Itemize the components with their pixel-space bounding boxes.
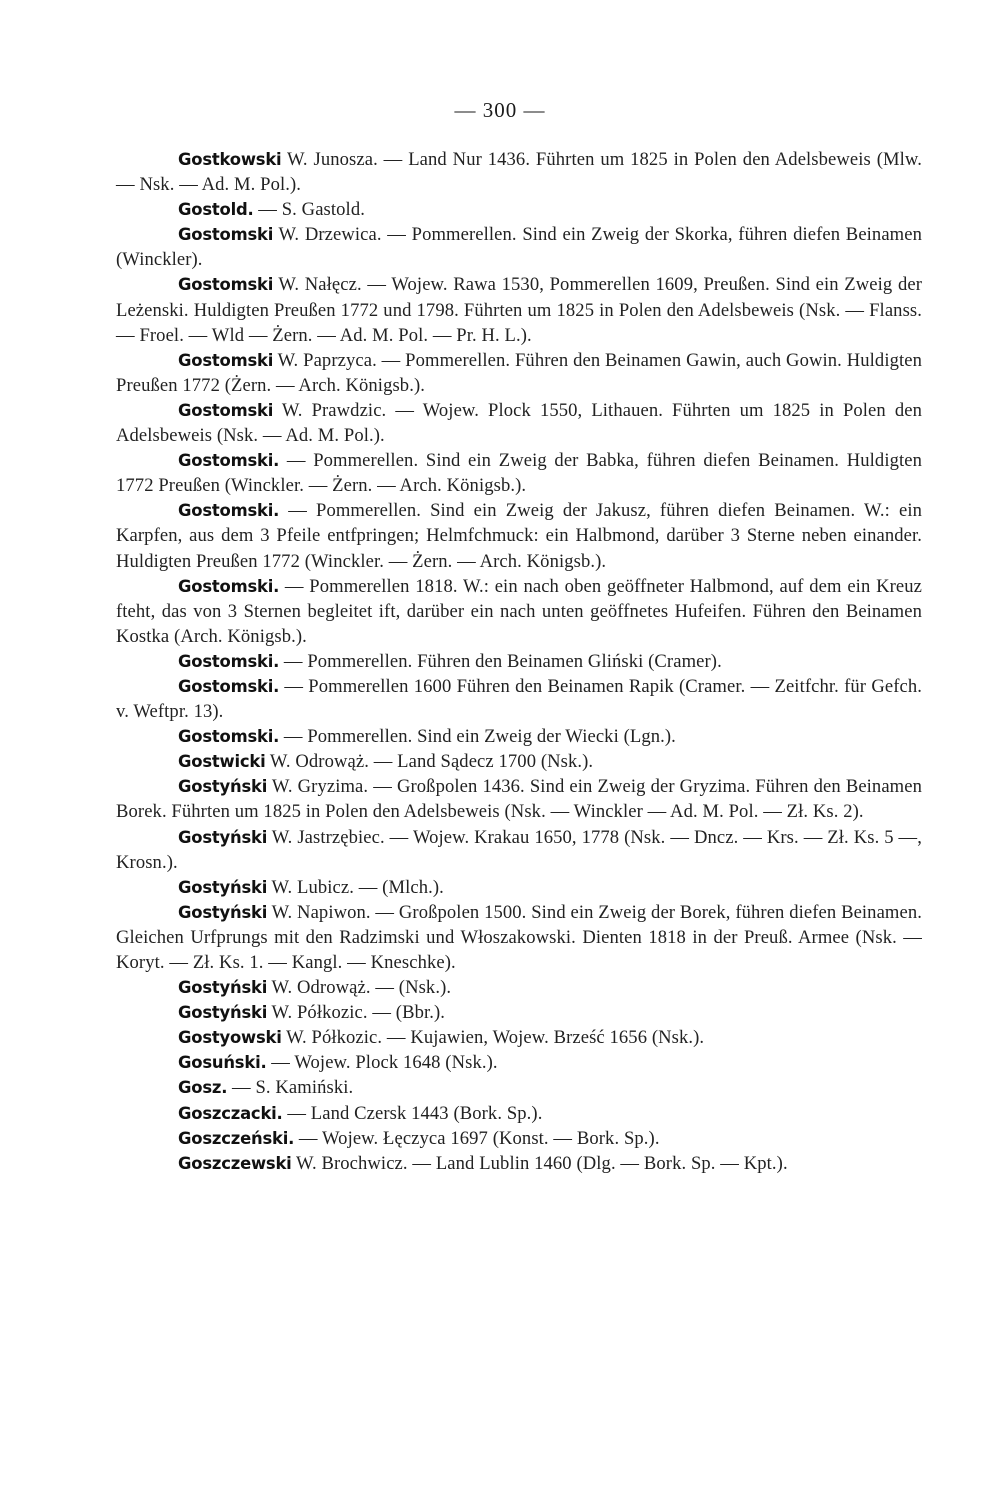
entry-text: W. Brochwicz. — Land Lublin 1460 (Dlg. — Bork. Sp. — Kpt.). [291, 1152, 788, 1174]
entry-text: W. Drzewica. — Pommerellen. Sind ein Zweig der Skorka, führen diefen Beinamen (Winckler). [116, 224, 922, 271]
entry-text: — Wojew. Łęczyca 1697 (Konst. — Bork. Sp.). [294, 1127, 660, 1149]
entry [116, 649, 922, 674]
entry-name: Gostomski [178, 350, 274, 370]
entry-text: W. Prawdzic. — Wojew. Plock 1550, Lithauen. Führten um 1825 in Polen den Adelsbeweis (Nsk. — Ad. M. Pol.). [116, 399, 922, 447]
entry-name: Gostyński [178, 978, 268, 998]
entry [116, 1025, 922, 1050]
entry-name: Goszczewski [178, 1153, 292, 1173]
entry [116, 1075, 922, 1100]
entry [116, 1151, 922, 1176]
entry-text: — Land Czersk 1443 (Bork. Sp.). [282, 1102, 543, 1124]
entry [116, 774, 922, 824]
entry [116, 1050, 922, 1075]
entry-text: W. Junosza. — Land Nur 1436. Führten um 1825 in Polen den Adelsbeweis (Mlw. — Nsk. — Ad. M. Pol.). [116, 149, 922, 196]
entry-text: W. Paprzyca. — Pommerellen. Führen den Beinamen Gawin, auch Gowin. Huldigten Preußen 1772 (Żern. — Arch. Königsb.). [116, 349, 922, 396]
entry-name: Gostomski. [178, 651, 280, 671]
entry-name: Gostomski. [178, 501, 280, 521]
entry [116, 1101, 922, 1126]
entry-text: — Pommerellen. Sind ein Zweig der Wiecki (Lgn.). [279, 726, 676, 748]
entry [116, 900, 922, 975]
entry-name: Gostyński [178, 827, 268, 847]
entry [116, 1126, 922, 1151]
entry-name: Gostomski. [178, 676, 280, 696]
entry-text: — Pommerellen. Sind ein Zweig der Babka, führen diefen Beinamen. Huldigten 1772 Preußen (Winckler. — Żern. — Arch. Königsb.). [116, 450, 922, 497]
page-number: — 300 — [454, 98, 546, 122]
entry [116, 825, 922, 875]
entry-name: Gostomski. [178, 576, 280, 596]
entry [116, 197, 922, 222]
entry-name: Gostomski [178, 400, 274, 420]
entry-name: Gostyowski [178, 1028, 282, 1048]
entry-name: Gostkowski [178, 150, 282, 169]
entry [116, 448, 922, 498]
entry-text: W. Lubicz. — (Mlch.). [267, 876, 444, 898]
entry [116, 1000, 922, 1025]
entry-text: — Pommerellen. Sind ein Zweig der Jakusz, führen diefen Beinamen. W.: ein Karpfen, aus dem 3 Pfeile entfpringen; Helmfchmuck: ein Halbmond, darüber 3 Sterne neben einander. Huldigten Preußen 1772 (Winckler. — Żern. — Arch. Königsb.). [116, 500, 922, 572]
entry [116, 147, 922, 197]
entry-text: — Pommerellen. Führen den Beinamen Gliński (Cramer). [279, 650, 722, 672]
entry [116, 398, 922, 448]
entry-text: W. Jastrzębiec. — Wojew. Krakau 1650, 1778 (Nsk. — Dncz. — Krs. — Zł. Ks. 5 —, Krosn.). [116, 826, 922, 873]
entry [116, 272, 922, 347]
entry-name: Gosz. [178, 1078, 228, 1098]
entry-text: W. Odrowąż. — (Nsk.). [267, 977, 452, 999]
entry-name: Gostomski [178, 275, 274, 295]
entry [116, 348, 922, 398]
entry-name: Gosuński. [178, 1053, 267, 1073]
entry [116, 574, 922, 649]
entry [116, 875, 922, 900]
entry-name: Gostomski. [178, 451, 280, 471]
entry-text: W. Odrowąż. — Land Sądecz 1700 (Nsk.). [265, 751, 594, 773]
entry-text: — S. Kamiński. [227, 1077, 354, 1099]
entry [116, 724, 922, 749]
entry-name: Goszczeński. [178, 1128, 295, 1148]
entry-name: Gostomski [178, 225, 274, 245]
entry-text: W. Gryzima. — Großpolen 1436. Sind ein Zweig der Gryzima. Führen den Beinamen Borek. Führten um 1825 in Polen den Adelsbeweis (Nsk. — Winckler — Ad. M. Pol. — Zł. Ks. 2). [116, 776, 922, 823]
entry [116, 975, 922, 1000]
entry-text: — Pommerellen 1600 Führen den Beinamen Rapik (Cramer. — Zeitfchr. für Gefch. v. Weftpr. 13). [116, 675, 922, 723]
entry-text: — S. Gastold. [253, 199, 365, 221]
entry-list [116, 147, 922, 1176]
entry-name: Gostyński [178, 877, 268, 897]
entry-text: W. Nałęcz. — Wojew. Rawa 1530, Pommerellen 1609, Preußen. Sind ein Zweig der Leżenski. Huldigten Preußen 1772 und 1798. Führten um 1825 in Polen den Adelsbeweis (Nsk. — Flanss. — Froel. — Wld — Żern. — Ad. M. Pol. — Pr. H. L.). [116, 274, 922, 346]
entry-name: Goszczacki. [178, 1103, 283, 1123]
entry-text: — Wojew. Plock 1648 (Nsk.). [266, 1052, 498, 1074]
entry-name: Gostyński [178, 777, 268, 797]
entry [116, 222, 922, 272]
entry-name: Gostyński [178, 1003, 268, 1023]
entry [116, 749, 922, 774]
entry-text: — Pommerellen 1818. W.: ein nach oben geöffneter Halbmond, auf dem ein Kreuz fteht, das von 3 Sternen begleitet ift, darüber ein nach unten geöffnetes Hufeifen. Führen den Beinamen Kostka (Arch. Königsb.). [116, 575, 922, 647]
entry [116, 674, 922, 724]
entry-name: Gostomski. [178, 727, 280, 747]
entry-text: W. Półkozic. — (Bbr.). [267, 1002, 446, 1024]
entry-name: Gostold. [178, 200, 254, 220]
entry-text: W. Półkozic. — Kujawien, Wojew. Brześć 1656 (Nsk.). [281, 1027, 705, 1049]
entry-name: Gostyński [178, 902, 268, 922]
entry [116, 498, 922, 573]
entry-text: W. Napiwon. — Großpolen 1500. Sind ein Zweig der Borek, führen diefen Beinamen. Gleichen Urfprungs mit den Radzimski und Włoszakowski. Dienten 1818 in der Preuß. Armee (Nsk. — Koryt. — Zł. Ks. 1. — Kangl. — Kneschke). [116, 901, 922, 973]
entry-name: Gostwicki [178, 752, 266, 772]
